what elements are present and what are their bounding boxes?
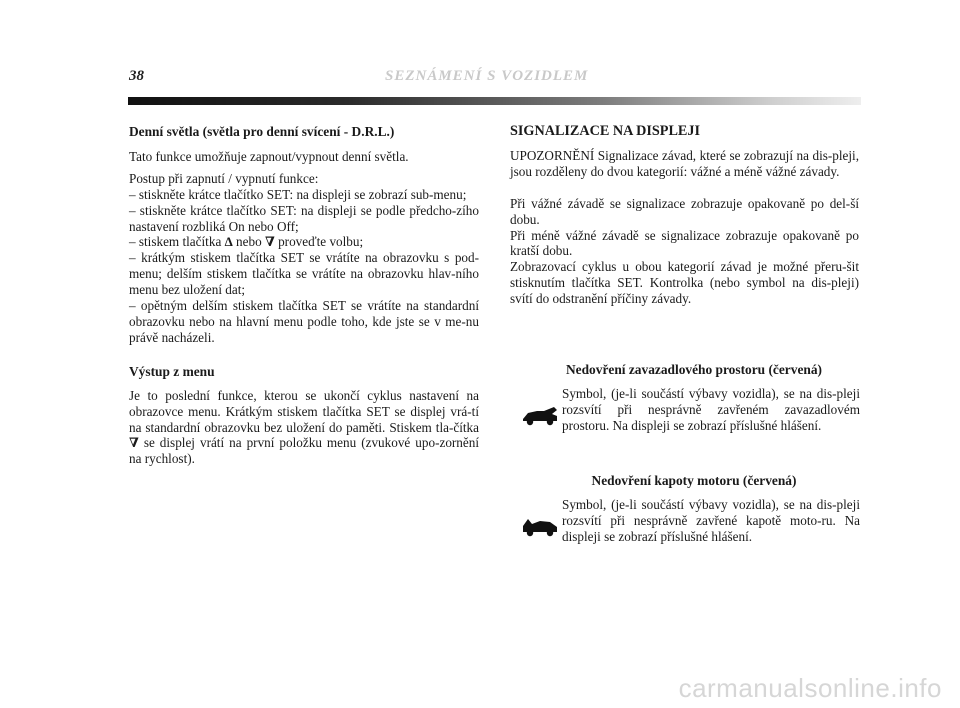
warning-hood-title: Nedovření kapoty motoru (červená) (591, 473, 797, 488)
signal-para-1: UPOZORNĚNÍ Signalizace závad, které se zobrazují na dis-pleji, jsou rozděleny do dvou kategorií: vážné a méně vážné závady. (510, 147, 859, 179)
signal-para-2: Při vážné závadě se signalizace zobrazuje opakovaně po del-ší dobu. (510, 195, 859, 227)
drl-intro: Tato funkce umožňuje zapnout/vypnout denní světla. (129, 148, 409, 164)
step-4: – opětným delším stiskem tlačítka SET se vrátíte na standardní obrazovku nebo na hlavní menu podle toho, kde jste se v me-nu právě nacházeli. (129, 298, 479, 345)
exit-text-after: se displej vrátí na první položku menu (zvukové upo-zornění na rychlost). (129, 435, 480, 467)
step-2: – stiskněte krátce tlačítko SET: na displeji se podle předcho-zího nastavení rozbliká On nebo Off; (129, 202, 479, 234)
step-arrows-middle: nebo (236, 234, 262, 250)
step-1: – stiskněte krátce tlačítko SET: na displeji se zobrazí sub-menu; (129, 186, 467, 202)
signal-para-4: Zobrazovací cyklus u obou kategorií závad je možné přeru-šit stisknutím tlačítka SET. Kontrolka (nebo symbol na dis-pleji) svítí do odstranění příčiny závady. (510, 259, 859, 307)
trunk-open-icon (520, 404, 560, 428)
step-arrows-after: proveďte volbu; (278, 234, 364, 250)
signal-heading: SIGNALIZACE NA DISPLEJI (510, 123, 701, 139)
watermark: carmanualsonline.info (678, 673, 942, 703)
warning-hood-text: Symbol, (je-li součástí výbavy vozidla), se na dis-pleji rozsvítí při nesprávně zavřené kapotě moto-ru. Na displeji se zobrazí příslušné hlášení. (562, 497, 860, 544)
step-3: – krátkým stiskem tlačítka SET se vrátíte na obrazovku s pod-menu; delším stiskem tlačítka se vrátíte na obrazovku hlav-ního menu bez uložení dat; (129, 250, 479, 298)
down-arrow-icon: ∇ (129, 435, 139, 451)
left-column (129, 124, 479, 467)
exit-text-before: Je to poslední funkce, kterou se ukončí cyklus nastavení na obrazovce menu. Krátkým stiskem tlačítka SET se displej vrá-tí na standardní obrazovku bez uložení do paměti. Stiskem tla-čítka (129, 387, 479, 435)
step-arrows-before: – stiskem tlačítka (129, 234, 222, 250)
signal-para-3: Při méně vážné závadě se signalizace zobrazuje opakovaně po kratší dobu. (510, 227, 859, 259)
up-arrow-icon: Δ (224, 234, 233, 250)
warning-trunk-text: Symbol, (je-li součástí výbavy vozidla), se na dis-pleji rozsvítí při nesprávně zavřeném zavazadlovém prostoru. Na displeji se zobrazí příslušné hlášení. (562, 386, 860, 433)
warning-trunk (510, 362, 860, 434)
down-arrow-icon: ∇ (264, 234, 275, 250)
page-number: 38 (129, 68, 144, 84)
warning-trunk-title: Nedovření zavazadlového prostoru (červená) (566, 362, 822, 377)
right-column (510, 124, 859, 307)
header-rule (128, 97, 861, 105)
warning-hood (510, 473, 860, 545)
exit-heading: Výstup z menu (129, 363, 215, 379)
running-title: SEZNÁMENÍ S VOZIDLEM (385, 68, 589, 84)
drl-heading: Denní světla (světla pro denní svícení - D.R.L.) (129, 124, 395, 139)
procedure-label: Postup při zapnutí / vypnutí funkce: (129, 170, 319, 186)
hood-open-icon (520, 515, 560, 539)
exit-text (129, 388, 479, 468)
step-arrows (129, 234, 479, 250)
